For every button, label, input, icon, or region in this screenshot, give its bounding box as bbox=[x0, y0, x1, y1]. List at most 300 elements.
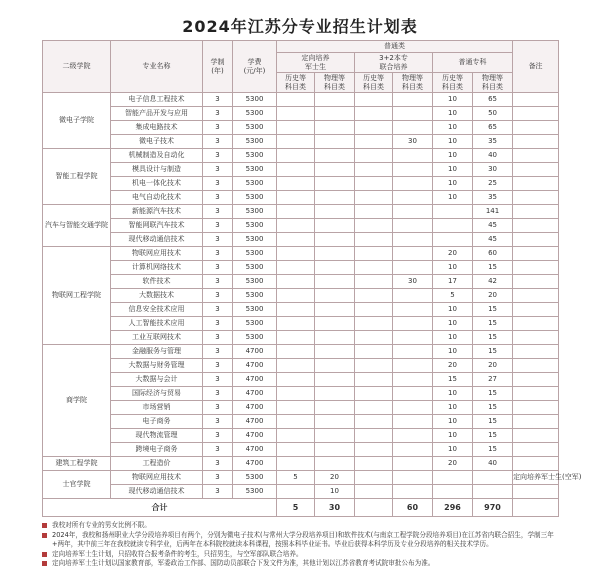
tuition-cell: 4700 bbox=[233, 443, 277, 457]
major-name: 国际经济与贸易 bbox=[111, 387, 203, 401]
general-science-cell: 27 bbox=[473, 373, 513, 387]
general-liberal-cell: 5 bbox=[433, 289, 473, 303]
pathway-liberal-cell bbox=[355, 443, 393, 457]
directed-liberal-cell bbox=[277, 191, 315, 205]
pathway-science-cell bbox=[393, 107, 433, 121]
tuition-cell: 5300 bbox=[233, 219, 277, 233]
remark-cell bbox=[513, 219, 559, 233]
directed-science-cell bbox=[315, 331, 355, 345]
table-row bbox=[43, 303, 559, 317]
table-row bbox=[43, 233, 559, 247]
remark-cell bbox=[513, 205, 559, 219]
tuition-cell: 5300 bbox=[233, 261, 277, 275]
pathway-liberal-cell bbox=[355, 303, 393, 317]
pathway-liberal-cell bbox=[355, 457, 393, 471]
table-row bbox=[43, 205, 559, 219]
duration-cell: 3 bbox=[203, 317, 233, 331]
general-science-cell: 20 bbox=[473, 359, 513, 373]
header-liberal: 历史等 科目类 bbox=[277, 73, 315, 93]
tuition-cell: 5300 bbox=[233, 135, 277, 149]
major-name: 人工智能技术应用 bbox=[111, 317, 203, 331]
major-name: 新能源汽车技术 bbox=[111, 205, 203, 219]
directed-science-cell bbox=[315, 247, 355, 261]
directed-science-cell bbox=[315, 359, 355, 373]
pathway-science-cell bbox=[393, 303, 433, 317]
duration-cell: 3 bbox=[203, 373, 233, 387]
table-row bbox=[43, 219, 559, 233]
duration-cell: 3 bbox=[203, 275, 233, 289]
bullet-icon bbox=[42, 552, 47, 557]
pathway-science-cell: 30 bbox=[393, 275, 433, 289]
general-science-cell: 30 bbox=[473, 163, 513, 177]
college-name: 汽车与智能交通学院 bbox=[43, 205, 111, 247]
general-liberal-cell: 10 bbox=[433, 135, 473, 149]
directed-liberal-cell bbox=[277, 261, 315, 275]
major-name: 现代物流管理 bbox=[111, 429, 203, 443]
tuition-cell: 4700 bbox=[233, 373, 277, 387]
duration-cell: 3 bbox=[203, 205, 233, 219]
table-row bbox=[43, 373, 559, 387]
major-name: 工程造价 bbox=[111, 457, 203, 471]
general-liberal-cell: 10 bbox=[433, 261, 473, 275]
general-science-cell: 15 bbox=[473, 415, 513, 429]
remark-cell bbox=[513, 261, 559, 275]
header-remark: 备注 bbox=[513, 41, 559, 93]
general-liberal-cell: 10 bbox=[433, 415, 473, 429]
pathway-liberal-cell bbox=[355, 149, 393, 163]
major-name: 微电子技术 bbox=[111, 135, 203, 149]
directed-liberal-cell bbox=[277, 429, 315, 443]
general-liberal-cell: 10 bbox=[433, 191, 473, 205]
tuition-cell: 4700 bbox=[233, 387, 277, 401]
duration-cell: 3 bbox=[203, 135, 233, 149]
tuition-cell: 5300 bbox=[233, 93, 277, 107]
pathway-liberal-cell bbox=[355, 317, 393, 331]
general-science-cell: 25 bbox=[473, 177, 513, 191]
pathway-science-cell bbox=[393, 233, 433, 247]
header-general: 普通专科 bbox=[433, 53, 513, 73]
tuition-cell: 5300 bbox=[233, 191, 277, 205]
remark-cell bbox=[513, 429, 559, 443]
remark-cell bbox=[513, 443, 559, 457]
total-remark bbox=[513, 499, 559, 517]
directed-liberal-cell bbox=[277, 247, 315, 261]
table-row bbox=[43, 135, 559, 149]
major-name: 电子信息工程技术 bbox=[111, 93, 203, 107]
table-row bbox=[43, 247, 559, 261]
table-row bbox=[43, 471, 559, 485]
directed-science-cell bbox=[315, 233, 355, 247]
directed-liberal-cell bbox=[277, 163, 315, 177]
remark-cell bbox=[513, 317, 559, 331]
directed-liberal-cell bbox=[277, 205, 315, 219]
general-science-cell: 35 bbox=[473, 191, 513, 205]
directed-liberal-cell bbox=[277, 219, 315, 233]
pathway-science-cell bbox=[393, 247, 433, 261]
directed-liberal-cell bbox=[277, 303, 315, 317]
directed-science-cell bbox=[315, 303, 355, 317]
pathway-liberal-cell bbox=[355, 331, 393, 345]
college-name: 智能工程学院 bbox=[43, 149, 111, 205]
pathway-liberal-cell bbox=[355, 373, 393, 387]
note-item: 2024年，我校和扬州职业大学分段培养项目有两个，分别为微电子技术(与常州大学分段培养项目)和软件技术(与南京工程学院分段培养项目)在江苏省内联合招生，学制三年+两年，其中前三年在我校就读专科学业，后两年在本科院校就读本科课程，按照本科毕业证书。毕业后获得本科学历及专业分段培养的相关技术学历。 bbox=[42, 531, 558, 550]
general-science-cell: 15 bbox=[473, 261, 513, 275]
directed-liberal-cell bbox=[277, 331, 315, 345]
remark-cell bbox=[513, 149, 559, 163]
pathway-liberal-cell bbox=[355, 429, 393, 443]
tuition-cell: 5300 bbox=[233, 121, 277, 135]
general-liberal-cell: 10 bbox=[433, 387, 473, 401]
directed-science-cell bbox=[315, 261, 355, 275]
pathway-liberal-cell bbox=[355, 261, 393, 275]
general-science-cell: 15 bbox=[473, 317, 513, 331]
pathway-science-cell bbox=[393, 261, 433, 275]
college-name: 商学院 bbox=[43, 345, 111, 457]
header-science: 物理等 科目类 bbox=[393, 73, 433, 93]
pathway-science-cell bbox=[393, 177, 433, 191]
directed-science-cell bbox=[315, 205, 355, 219]
note-item: 定向培养军士生计划，只招收符合报考条件的考生，只招男生，与空军部队联合培养。 bbox=[42, 550, 558, 560]
remark-cell bbox=[513, 485, 559, 499]
table-row bbox=[43, 359, 559, 373]
duration-cell: 3 bbox=[203, 429, 233, 443]
notes bbox=[42, 521, 558, 569]
directed-liberal-cell bbox=[277, 93, 315, 107]
table-row bbox=[43, 107, 559, 121]
table-row bbox=[43, 485, 559, 499]
header-liberal: 历史等 科目类 bbox=[355, 73, 393, 93]
directed-science-cell bbox=[315, 93, 355, 107]
table-row bbox=[43, 261, 559, 275]
duration-cell: 3 bbox=[203, 233, 233, 247]
general-science-cell: 15 bbox=[473, 387, 513, 401]
directed-science-cell bbox=[315, 275, 355, 289]
directed-liberal-cell bbox=[277, 177, 315, 191]
table-row bbox=[43, 317, 559, 331]
bullet-icon bbox=[42, 523, 47, 528]
duration-cell: 3 bbox=[203, 177, 233, 191]
remark-cell bbox=[513, 289, 559, 303]
directed-science-cell bbox=[315, 401, 355, 415]
general-liberal-cell: 10 bbox=[433, 345, 473, 359]
table-row bbox=[43, 191, 559, 205]
general-science-cell: 45 bbox=[473, 219, 513, 233]
pathway-science-cell bbox=[393, 415, 433, 429]
pathway-science-cell bbox=[393, 359, 433, 373]
table-row bbox=[43, 345, 559, 359]
remark-cell bbox=[513, 247, 559, 261]
note-item: 我校对所有专业的男女比例不限。 bbox=[42, 521, 558, 531]
remark-cell bbox=[513, 359, 559, 373]
pathway-liberal-cell bbox=[355, 205, 393, 219]
directed-liberal-cell bbox=[277, 233, 315, 247]
directed-liberal-cell bbox=[277, 485, 315, 499]
directed-liberal-cell bbox=[277, 401, 315, 415]
table-row bbox=[43, 457, 559, 471]
tuition-cell: 5300 bbox=[233, 303, 277, 317]
header-science: 物理等 科目类 bbox=[473, 73, 513, 93]
duration-cell: 3 bbox=[203, 345, 233, 359]
directed-science-cell bbox=[315, 429, 355, 443]
general-liberal-cell: 17 bbox=[433, 275, 473, 289]
directed-science-cell: 20 bbox=[315, 471, 355, 485]
duration-cell: 3 bbox=[203, 163, 233, 177]
directed-science-cell bbox=[315, 289, 355, 303]
general-liberal-cell: 10 bbox=[433, 177, 473, 191]
major-name: 大数据与会计 bbox=[111, 373, 203, 387]
tuition-cell: 5300 bbox=[233, 317, 277, 331]
total-pathway-liberal bbox=[355, 499, 393, 517]
remark-cell bbox=[513, 163, 559, 177]
college-name: 微电子学院 bbox=[43, 93, 111, 149]
directed-liberal-cell bbox=[277, 387, 315, 401]
directed-liberal-cell bbox=[277, 275, 315, 289]
pathway-liberal-cell bbox=[355, 163, 393, 177]
general-liberal-cell: 10 bbox=[433, 163, 473, 177]
pathway-liberal-cell bbox=[355, 401, 393, 415]
tuition-cell: 5300 bbox=[233, 247, 277, 261]
enrollment-table bbox=[42, 40, 582, 517]
general-liberal-cell bbox=[433, 485, 473, 499]
pathway-liberal-cell bbox=[355, 485, 393, 499]
table-row bbox=[43, 387, 559, 401]
general-liberal-cell bbox=[433, 219, 473, 233]
tuition-cell: 5300 bbox=[233, 275, 277, 289]
pathway-science-cell bbox=[393, 345, 433, 359]
tuition-cell: 4700 bbox=[233, 429, 277, 443]
pathway-liberal-cell bbox=[355, 219, 393, 233]
remark-cell bbox=[513, 93, 559, 107]
tuition-cell: 5300 bbox=[233, 205, 277, 219]
major-name: 智能产品开发与应用 bbox=[111, 107, 203, 121]
duration-cell: 3 bbox=[203, 443, 233, 457]
total-row bbox=[43, 499, 559, 517]
table-row bbox=[43, 275, 559, 289]
general-liberal-cell: 10 bbox=[433, 317, 473, 331]
duration-cell: 3 bbox=[203, 247, 233, 261]
remark-cell bbox=[513, 303, 559, 317]
general-liberal-cell: 10 bbox=[433, 443, 473, 457]
general-liberal-cell: 10 bbox=[433, 149, 473, 163]
header-science: 物理等 科目类 bbox=[315, 73, 355, 93]
directed-science-cell bbox=[315, 191, 355, 205]
major-name: 现代移动通信技术 bbox=[111, 485, 203, 499]
pathway-science-cell bbox=[393, 401, 433, 415]
pathway-science-cell bbox=[393, 219, 433, 233]
header-duration: 学制 (年) bbox=[203, 41, 233, 93]
directed-science-cell bbox=[315, 457, 355, 471]
general-liberal-cell bbox=[433, 471, 473, 485]
directed-liberal-cell bbox=[277, 415, 315, 429]
directed-liberal-cell bbox=[277, 149, 315, 163]
table-row bbox=[43, 121, 559, 135]
pathway-science-cell bbox=[393, 205, 433, 219]
duration-cell: 3 bbox=[203, 289, 233, 303]
general-science-cell: 45 bbox=[473, 233, 513, 247]
tuition-cell: 4700 bbox=[233, 401, 277, 415]
major-name: 信息安全技术应用 bbox=[111, 303, 203, 317]
major-name: 机电一体化技术 bbox=[111, 177, 203, 191]
major-name: 跨境电子商务 bbox=[111, 443, 203, 457]
general-liberal-cell: 20 bbox=[433, 247, 473, 261]
general-science-cell: 15 bbox=[473, 443, 513, 457]
duration-cell: 3 bbox=[203, 121, 233, 135]
tuition-cell: 5300 bbox=[233, 331, 277, 345]
major-name: 计算机网络技术 bbox=[111, 261, 203, 275]
pathway-science-cell bbox=[393, 93, 433, 107]
pathway-liberal-cell bbox=[355, 471, 393, 485]
general-science-cell: 20 bbox=[473, 289, 513, 303]
pathway-science-cell bbox=[393, 331, 433, 345]
directed-liberal-cell bbox=[277, 345, 315, 359]
major-name: 智能网联汽车技术 bbox=[111, 219, 203, 233]
total-directed-liberal: 5 bbox=[277, 499, 315, 517]
tuition-cell: 5300 bbox=[233, 163, 277, 177]
general-liberal-cell: 10 bbox=[433, 121, 473, 135]
general-science-cell bbox=[473, 471, 513, 485]
pathway-liberal-cell bbox=[355, 359, 393, 373]
directed-liberal-cell bbox=[277, 289, 315, 303]
general-liberal-cell: 20 bbox=[433, 457, 473, 471]
pathway-science-cell bbox=[393, 121, 433, 135]
header-tuition: 学费 (元/年) bbox=[233, 41, 277, 93]
major-name: 物联网应用技术 bbox=[111, 471, 203, 485]
tuition-cell: 4700 bbox=[233, 457, 277, 471]
directed-liberal-cell bbox=[277, 317, 315, 331]
pathway-science-cell bbox=[393, 163, 433, 177]
remark-cell bbox=[513, 177, 559, 191]
general-liberal-cell bbox=[433, 205, 473, 219]
general-liberal-cell: 10 bbox=[433, 401, 473, 415]
general-liberal-cell: 10 bbox=[433, 107, 473, 121]
tuition-cell: 5300 bbox=[233, 233, 277, 247]
remark-cell bbox=[513, 401, 559, 415]
general-science-cell: 15 bbox=[473, 401, 513, 415]
tuition-cell: 4700 bbox=[233, 359, 277, 373]
general-science-cell: 60 bbox=[473, 247, 513, 261]
remark-cell bbox=[513, 415, 559, 429]
remark-cell: 定向培养军士生(空军) bbox=[513, 471, 559, 485]
duration-cell: 3 bbox=[203, 107, 233, 121]
directed-liberal-cell bbox=[277, 359, 315, 373]
header-major: 专业名称 bbox=[111, 41, 203, 93]
major-name: 物联网应用技术 bbox=[111, 247, 203, 261]
major-name: 工业互联网技术 bbox=[111, 331, 203, 345]
directed-science-cell bbox=[315, 107, 355, 121]
directed-science-cell bbox=[315, 345, 355, 359]
pathway-science-cell bbox=[393, 443, 433, 457]
major-name: 模具设计与制造 bbox=[111, 163, 203, 177]
duration-cell: 3 bbox=[203, 401, 233, 415]
directed-liberal-cell bbox=[277, 457, 315, 471]
table-row bbox=[43, 401, 559, 415]
general-liberal-cell: 10 bbox=[433, 429, 473, 443]
directed-science-cell bbox=[315, 121, 355, 135]
tuition-cell: 5300 bbox=[233, 177, 277, 191]
pathway-liberal-cell bbox=[355, 387, 393, 401]
pathway-liberal-cell bbox=[355, 191, 393, 205]
general-science-cell: 65 bbox=[473, 93, 513, 107]
pathway-liberal-cell bbox=[355, 415, 393, 429]
pathway-science-cell bbox=[393, 317, 433, 331]
remark-cell bbox=[513, 373, 559, 387]
tuition-cell: 4700 bbox=[233, 345, 277, 359]
pathway-liberal-cell bbox=[355, 247, 393, 261]
duration-cell: 3 bbox=[203, 261, 233, 275]
directed-science-cell bbox=[315, 415, 355, 429]
major-name: 市场营销 bbox=[111, 401, 203, 415]
directed-liberal-cell: 5 bbox=[277, 471, 315, 485]
duration-cell: 3 bbox=[203, 471, 233, 485]
major-name: 集成电路技术 bbox=[111, 121, 203, 135]
college-name: 物联网工程学院 bbox=[43, 247, 111, 345]
general-science-cell: 35 bbox=[473, 135, 513, 149]
general-science-cell: 15 bbox=[473, 331, 513, 345]
general-science-cell: 42 bbox=[473, 275, 513, 289]
remark-cell bbox=[513, 135, 559, 149]
general-liberal-cell: 10 bbox=[433, 331, 473, 345]
tuition-cell: 5300 bbox=[233, 107, 277, 121]
duration-cell: 3 bbox=[203, 93, 233, 107]
directed-liberal-cell bbox=[277, 443, 315, 457]
pathway-science-cell bbox=[393, 429, 433, 443]
tuition-cell: 4700 bbox=[233, 415, 277, 429]
pathway-science-cell bbox=[393, 387, 433, 401]
total-general-liberal: 296 bbox=[433, 499, 473, 517]
page-title: 2024年江苏分专业招生计划表 bbox=[182, 17, 418, 36]
pathway-science-cell: 30 bbox=[393, 135, 433, 149]
table-row bbox=[43, 93, 559, 107]
college-name: 建筑工程学院 bbox=[43, 457, 111, 471]
directed-liberal-cell bbox=[277, 121, 315, 135]
major-name: 现代移动通信技术 bbox=[111, 233, 203, 247]
major-name: 大数据与财务管理 bbox=[111, 359, 203, 373]
directed-science-cell bbox=[315, 177, 355, 191]
major-name: 软件技术 bbox=[111, 275, 203, 289]
directed-science-cell: 10 bbox=[315, 485, 355, 499]
table-row bbox=[43, 177, 559, 191]
directed-science-cell bbox=[315, 387, 355, 401]
bullet-icon bbox=[42, 561, 47, 566]
duration-cell: 3 bbox=[203, 219, 233, 233]
total-directed-science: 30 bbox=[315, 499, 355, 517]
general-science-cell bbox=[473, 485, 513, 499]
header-category: 普通类 bbox=[277, 41, 513, 53]
pathway-liberal-cell bbox=[355, 289, 393, 303]
general-science-cell: 40 bbox=[473, 457, 513, 471]
table-row bbox=[43, 289, 559, 303]
directed-science-cell bbox=[315, 163, 355, 177]
general-science-cell: 15 bbox=[473, 345, 513, 359]
remark-cell bbox=[513, 233, 559, 247]
header-college: 二级学院 bbox=[43, 41, 111, 93]
pathway-liberal-cell bbox=[355, 135, 393, 149]
pathway-liberal-cell bbox=[355, 93, 393, 107]
college-name: 士官学院 bbox=[43, 471, 111, 499]
directed-science-cell bbox=[315, 135, 355, 149]
general-science-cell: 50 bbox=[473, 107, 513, 121]
duration-cell: 3 bbox=[203, 149, 233, 163]
tuition-cell: 5300 bbox=[233, 149, 277, 163]
remark-cell bbox=[513, 107, 559, 121]
tuition-cell: 5300 bbox=[233, 471, 277, 485]
remark-cell bbox=[513, 345, 559, 359]
pathway-liberal-cell bbox=[355, 345, 393, 359]
header-directed: 定向培养 军士生 bbox=[277, 53, 355, 73]
header-pathway: 3+2本专 联合培养 bbox=[355, 53, 433, 73]
pathway-science-cell bbox=[393, 191, 433, 205]
general-science-cell: 15 bbox=[473, 303, 513, 317]
